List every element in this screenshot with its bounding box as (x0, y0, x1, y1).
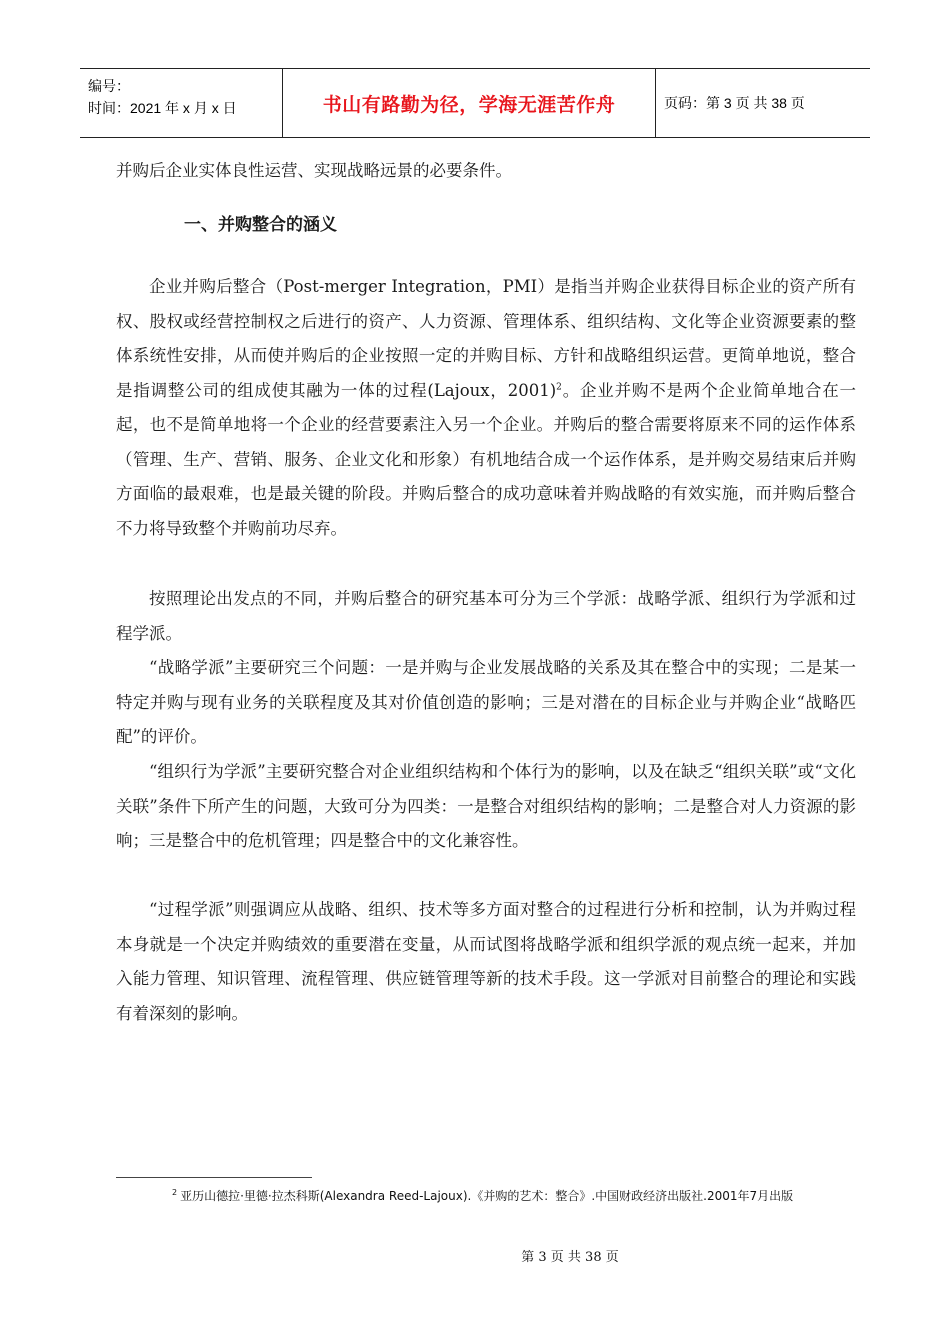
section-heading: 一、并购整合的涵义 (184, 215, 337, 235)
page-header (80, 68, 870, 138)
paragraph-schools: 按照理论出发点的不同，并购后整合的研究基本可分为三个学派：战略学派、组织行为学派和过程学派。 (116, 589, 856, 643)
footnote-text: 亚历山德拉·里德·拉杰科斯(Alexandra Reed-Lajoux).《并购的艺术：整合》.中国财政经济出版社.2001年7月出版 (180, 1189, 794, 1203)
paragraph-definition-part1: 企业并购后整合（Post-merger Integration，PMI）是指当并购企业获得目标企业的资产所有权、股权或经营控制权之后进行的资产、人力资源、管理体系、组织结构、文化等企业资源要素的整体系统性安排，从而使并购后的企业按照一定的并购目标、方针和战略组织运营。更简单地说，整合是指调整公司的组成使其融为一体的过程(Lajoux，2001) (116, 277, 856, 400)
footnote-separator (116, 1177, 312, 1178)
paragraph-continuation: 并购后企业实体良性运营、实现战略远景的必要条件。 (116, 161, 512, 180)
header-page-label: 页码：第 3 页 共 38 页 (664, 95, 805, 111)
footnote-reference[interactable]: 2 (556, 382, 562, 392)
footnote-number: 2 (172, 1188, 178, 1197)
paragraph-strategy-school: “战略学派”主要研究三个问题：一是并购与企业发展战略的关系及其在整合中的实现；二是某一特定并购与现有业务的关联程度及其对价值创造的影响；三是对潜在的目标企业与并购企业“战略匹配”的评价。 (116, 658, 856, 746)
paragraph-org-behavior-school: “组织行为学派”主要研究整合对企业组织结构和个体行为的影响，以及在缺乏“组织关联”或“文化关联”条件下所产生的问题，大致可分为四类：一是整合对组织结构的影响；二是整合对人力资源的影响；三是整合中的危机管理；四是整合中的文化兼容性。 (116, 762, 856, 850)
paragraph-process-school: “过程学派”则强调应从战略、组织、技术等多方面对整合的过程进行分析和控制，认为并购过程本身就是一个决定并购绩效的重要潜在变量，从而试图将战略学派和组织学派的观点统一起来，并加入能力管理、知识管理、流程管理、供应链管理等新的技术手段。这一学派对目前整合的理论和实践有着深刻的影响。 (116, 900, 856, 1023)
page-footer-number: 第 3 页 共 38 页 (521, 1250, 619, 1265)
header-meta (80, 69, 282, 137)
document-number-label: 编号： (88, 78, 130, 94)
header-motto: 书山有路勤为径，学海无涯苦作舟 (282, 69, 656, 137)
paragraph-definition-part2: 。企业并购不是两个企业简单地合在一起，也不是简单地将一个企业的经营要素注入另一个企业。并购后的整合需要将原来不同的运作体系（管理、生产、营销、服务、企业文化和形象）有机地结合成一个运作体系，是并购交易结束后并购方面临的最艰难，也是最关键的阶段。并购后整合的成功意味着并购战略的有效实施，而并购后整合不力将导致整个并购前功尽弃。 (116, 380, 856, 538)
footnote (116, 1184, 846, 1208)
paragraph-definition (116, 270, 856, 546)
document-date-label: 时间：2021 年 x 月 x 日 (88, 100, 237, 116)
